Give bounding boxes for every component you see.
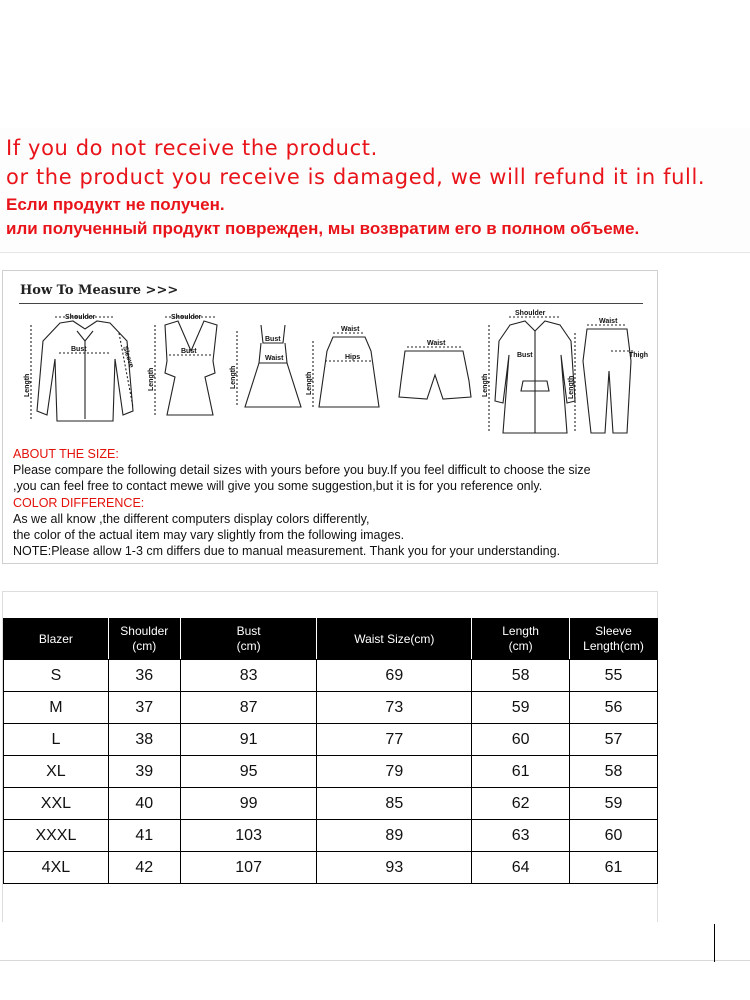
size-chart-panel (2, 591, 658, 922)
table-row (4, 756, 658, 788)
cell-shoulder: 41 (108, 820, 180, 852)
cell-length: 58 (472, 660, 570, 692)
label-bust-vest: Bust (181, 348, 197, 355)
notice-line-3: Если продукт не получен. (6, 195, 225, 214)
cell-length: 60 (472, 724, 570, 756)
label-length-dress: Length (230, 365, 237, 389)
label-thigh-pants: Thigh (629, 352, 649, 359)
label-length-blouse: Length (24, 373, 31, 397)
cell-shoulder: 40 (108, 788, 180, 820)
label-length-vest: Length (148, 367, 155, 391)
table-row (4, 660, 658, 692)
cell-shoulder: 36 (108, 660, 180, 692)
table-row (4, 820, 658, 852)
cell-sleeve: 56 (570, 692, 658, 724)
cell-waist: 85 (317, 788, 472, 820)
color-difference-heading: COLOR DIFFERENCE: (13, 495, 145, 510)
table-row (4, 852, 658, 884)
cell-sleeve: 57 (570, 724, 658, 756)
cell-bust: 95 (180, 756, 317, 788)
label-bust-blouse: Bust (71, 346, 87, 353)
cell-size: XXXL (4, 820, 109, 852)
cell-bust: 83 (180, 660, 317, 692)
notice-line-2: or the product you receive is damaged, we will refund it in full. (6, 165, 706, 189)
cell-bust: 107 (180, 852, 317, 884)
table-row (4, 724, 658, 756)
cell-shoulder: 39 (108, 756, 180, 788)
cell-size: S (4, 660, 109, 692)
cell-sleeve: 55 (570, 660, 658, 692)
label-sleeve-blouse: Sleeve (121, 345, 135, 369)
cell-bust: 91 (180, 724, 317, 756)
label-length-skirt: Length (306, 371, 313, 395)
table-row (4, 788, 658, 820)
label-shoulder-vest: Shoulder (171, 314, 202, 321)
cell-length: 63 (472, 820, 570, 852)
cell-waist: 89 (317, 820, 472, 852)
measurement-figures (15, 310, 649, 441)
blouse-figure-icon (31, 317, 133, 421)
cell-length: 62 (472, 788, 570, 820)
cell-shoulder: 37 (108, 692, 180, 724)
header-waist: Waist Size(cm) (317, 619, 472, 660)
about-size-heading: ABOUT THE SIZE: (13, 447, 119, 461)
cell-waist: 93 (317, 852, 472, 884)
cell-bust: 87 (180, 692, 317, 724)
how-to-measure-panel (2, 270, 658, 564)
measure-divider (19, 303, 643, 304)
cell-size: 4XL (4, 852, 109, 884)
size-info-text (13, 446, 653, 559)
about-size-line-2: ,you can feel free to contact mewe will give you some suggestion,but it is for you reference only. (13, 479, 543, 494)
label-waist-dress: Waist (265, 355, 284, 362)
size-chart-table (3, 618, 658, 884)
cell-waist: 79 (317, 756, 472, 788)
cell-size: XL (4, 756, 109, 788)
cell-shoulder: 38 (108, 724, 180, 756)
bottom-divider (0, 960, 750, 961)
label-bust-dress: Bust (265, 336, 281, 343)
label-hips-skirt: Hips (345, 354, 361, 361)
notice-line-4: или полученный продукт поврежден, мы возвратим его в полном объеме. (6, 219, 640, 238)
label-waist-pants: Waist (599, 318, 618, 325)
header-length: Length (cm) (472, 619, 570, 660)
color-line-1: As we all know ,the different computers display colors differently, (13, 511, 370, 526)
cell-sleeve: 61 (570, 852, 658, 884)
header-sleeve: Sleeve Length(cm) (570, 619, 658, 660)
cell-size: M (4, 692, 109, 724)
shorts-figure-icon (399, 347, 471, 399)
table-header-row (4, 619, 658, 660)
cell-waist: 73 (317, 692, 472, 724)
refund-notice (0, 128, 750, 253)
cell-bust: 103 (180, 820, 317, 852)
coat-figure-icon (489, 317, 575, 433)
cell-length: 64 (472, 852, 570, 884)
label-waist-shorts: Waist (427, 340, 446, 347)
table-row (4, 692, 658, 724)
cell-length: 59 (472, 692, 570, 724)
about-size-line-1: Please compare the following detail sizes with yours before you buy.If you feel difficult to choose the size (13, 463, 591, 478)
measure-title: How To Measure >>> (20, 283, 179, 298)
cell-sleeve: 58 (570, 756, 658, 788)
cell-sleeve: 60 (570, 820, 658, 852)
cell-size: XXL (4, 788, 109, 820)
header-size: Blazer (4, 619, 109, 660)
skirt-figure-icon (313, 333, 379, 407)
label-shoulder-coat: Shoulder (515, 310, 546, 317)
text-cursor-bar (714, 924, 715, 962)
measurement-note: NOTE:Please allow 1-3 cm differs due to manual measurement. Thank you for your understanding. (13, 544, 561, 559)
label-length-pants: Length (568, 375, 575, 399)
vest-figure-icon (155, 317, 217, 415)
cell-waist: 69 (317, 660, 472, 692)
cell-size: L (4, 724, 109, 756)
header-shoulder: Shoulder (cm) (108, 619, 180, 660)
notice-line-1: If you do not receive the product. (6, 136, 378, 160)
label-length-coat: Length (482, 373, 489, 397)
cell-length: 61 (472, 756, 570, 788)
pants-figure-icon (575, 325, 635, 433)
cell-shoulder: 42 (108, 852, 180, 884)
header-bust: Bust (cm) (180, 619, 317, 660)
color-line-2: the color of the actual item may vary slightly from the following images. (13, 528, 405, 543)
label-waist-skirt: Waist (341, 326, 360, 333)
cell-waist: 77 (317, 724, 472, 756)
cell-sleeve: 59 (570, 788, 658, 820)
label-bust-coat: Bust (517, 352, 533, 359)
label-shoulder-blouse: Shoulder (65, 314, 96, 321)
cell-bust: 99 (180, 788, 317, 820)
